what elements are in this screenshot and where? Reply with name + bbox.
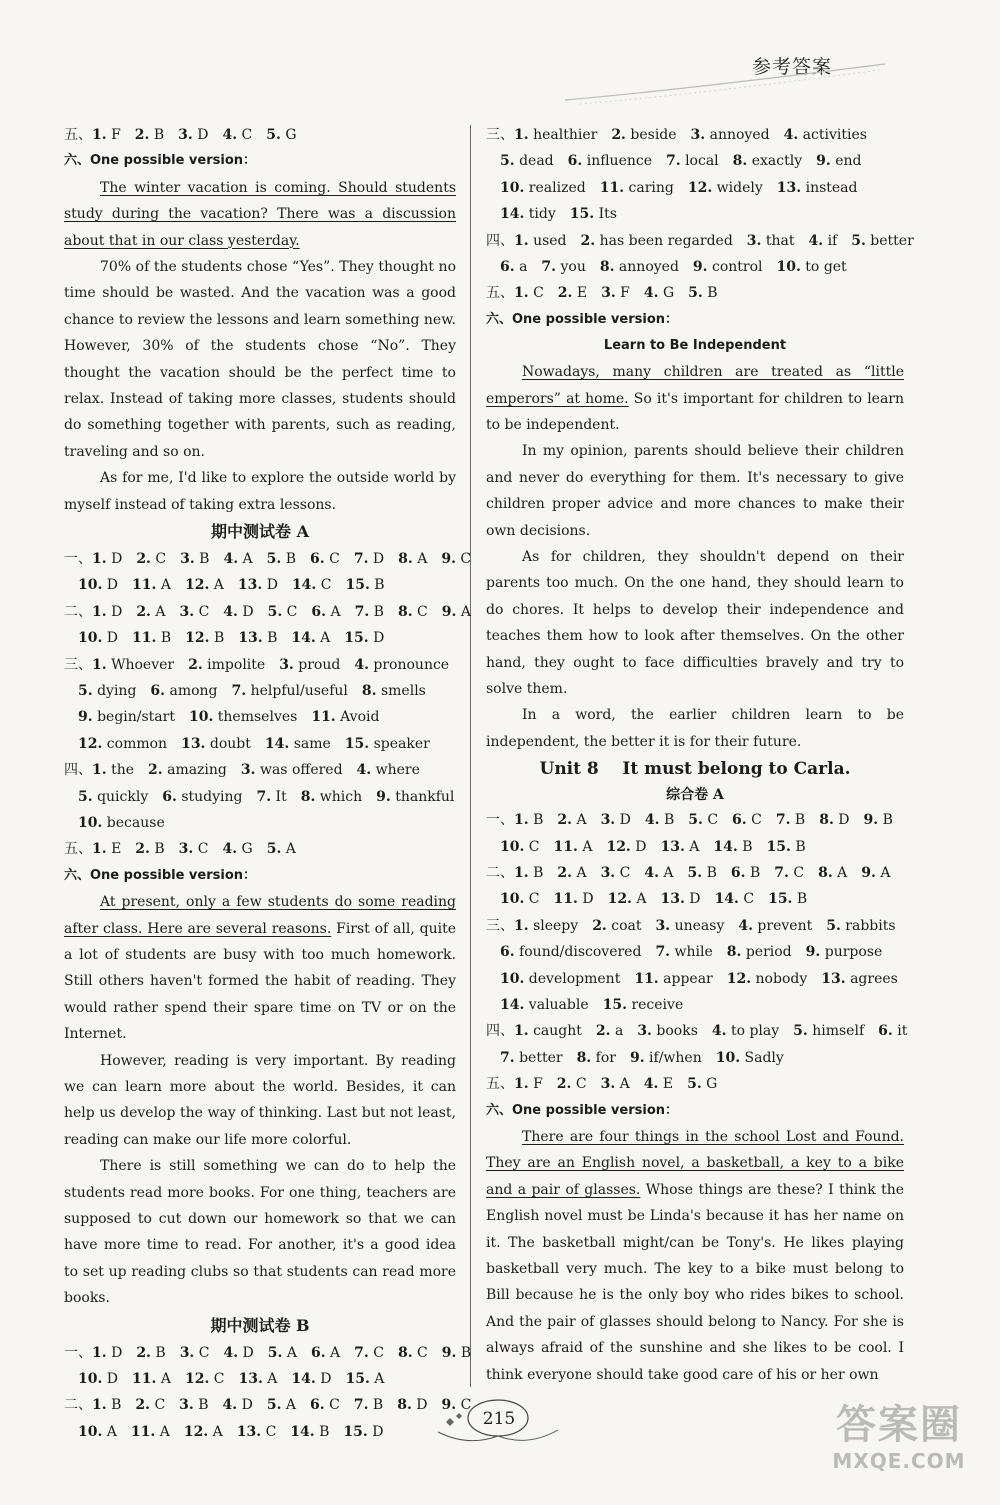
answer-item: 13. A bbox=[660, 838, 700, 855]
answer-row-label: 一、 bbox=[486, 812, 514, 829]
answer-row bbox=[64, 625, 456, 651]
answer-item: 1. C bbox=[514, 285, 544, 302]
answer-row bbox=[486, 1018, 908, 1044]
answer-item: 15. B bbox=[766, 838, 806, 855]
answer-row bbox=[64, 1392, 472, 1418]
answer-row-label: 三、 bbox=[486, 127, 514, 143]
answer-item: 4. D bbox=[222, 1397, 253, 1414]
answer-item: 12. D bbox=[606, 838, 647, 855]
answer-item: 4. E bbox=[643, 1076, 674, 1093]
left-column bbox=[64, 122, 472, 1445]
answer-row bbox=[486, 228, 914, 254]
answer-row-label: 三、 bbox=[64, 656, 92, 673]
answer-item: 13. D bbox=[660, 891, 701, 908]
answer-row bbox=[486, 886, 904, 912]
answer-item: 5. A bbox=[266, 841, 296, 858]
answer-item: 12. B bbox=[185, 630, 225, 647]
right-column bbox=[486, 122, 914, 1388]
answer-item: 3. F bbox=[601, 285, 630, 302]
answer-item: 3. that bbox=[746, 232, 795, 249]
answer-item: 14. C bbox=[291, 577, 332, 594]
answer-row bbox=[64, 546, 472, 572]
answer-item: 2. amazing bbox=[148, 762, 227, 779]
essay-paragraph: The winter vacation is coming. Should students study during the vacation? There was a discussion about that in our class yesterday. bbox=[64, 179, 456, 249]
answer-item: 13. agrees bbox=[821, 970, 898, 987]
answer-item: 5. quickly bbox=[78, 788, 149, 805]
answer-item: 4. D bbox=[223, 1344, 254, 1361]
answer-row bbox=[64, 1340, 472, 1366]
answer-item: 3. D bbox=[178, 127, 209, 143]
answer-item: 13. D bbox=[237, 577, 278, 594]
answer-item: 14. B bbox=[290, 1423, 330, 1440]
answer-item: 11. B bbox=[132, 630, 172, 647]
answer-item: 4. G bbox=[222, 841, 253, 858]
answer-item: 1. B bbox=[92, 1397, 122, 1414]
answer-item: 5. B bbox=[688, 285, 718, 302]
answer-item: 11. A bbox=[132, 577, 171, 594]
answer-row bbox=[64, 1419, 456, 1445]
answer-item: 9. C bbox=[441, 1397, 472, 1414]
answer-row-label: 五、 bbox=[64, 841, 92, 858]
answer-row bbox=[486, 1045, 904, 1071]
answer-item: 6. a bbox=[500, 258, 528, 275]
answer-row-label: 五、 bbox=[486, 1076, 514, 1093]
answer-row bbox=[64, 572, 456, 598]
answer-item: 10. because bbox=[78, 814, 165, 831]
answer-item: 1. F bbox=[92, 127, 121, 143]
answer-item: 3. C bbox=[600, 865, 631, 881]
answer-item: 6. it bbox=[878, 1023, 908, 1040]
answer-row bbox=[486, 860, 904, 886]
answer-item: 2. B bbox=[136, 1344, 166, 1361]
answer-row bbox=[64, 757, 456, 783]
essay-heading: 六、One possible version： bbox=[486, 311, 679, 327]
answer-item: 13. C bbox=[236, 1423, 277, 1440]
answer-item: 11. A bbox=[132, 1371, 171, 1388]
answer-row bbox=[486, 201, 904, 227]
answer-item: 4. if bbox=[808, 232, 838, 249]
answer-item: 14. D bbox=[291, 1371, 332, 1388]
answer-item: 1. healthier bbox=[514, 127, 598, 143]
answer-item: 3. D bbox=[600, 812, 631, 829]
answer-item: 8. C bbox=[397, 603, 428, 620]
answer-item: 3. books bbox=[637, 1023, 698, 1040]
answer-item: 9. A bbox=[861, 865, 891, 881]
answer-row-label: 二、 bbox=[486, 865, 514, 881]
answer-item: 11. appear bbox=[634, 970, 713, 987]
unit-title: Unit 8 It must belong to Carla. bbox=[539, 759, 851, 780]
answer-item: 9. end bbox=[816, 153, 862, 170]
essay-title: Learn to Be Independent bbox=[603, 338, 787, 354]
answer-item: 15. speaker bbox=[344, 735, 430, 752]
answer-item: 2. B bbox=[135, 841, 165, 858]
answer-item: 10. development bbox=[500, 970, 621, 987]
answer-item: 11. D bbox=[553, 891, 594, 908]
answer-item: 2. B bbox=[134, 127, 165, 143]
answer-item: 4. C bbox=[222, 127, 253, 143]
answer-item: 4. activities bbox=[783, 127, 867, 143]
answer-item: 1. the bbox=[92, 762, 135, 779]
answer-item: 2. C bbox=[556, 1076, 587, 1093]
answer-item: 2. beside bbox=[611, 127, 677, 143]
answer-item: 5. better bbox=[851, 232, 914, 249]
answer-item: 1. B bbox=[514, 812, 544, 829]
answer-item: 14. C bbox=[714, 891, 755, 908]
answer-item: 6. C bbox=[310, 1397, 340, 1414]
answer-item: 5. C bbox=[267, 603, 298, 620]
answer-item: 8. annoyed bbox=[599, 258, 679, 275]
answer-row-label: 四、 bbox=[486, 232, 514, 249]
answer-item: 3. C bbox=[179, 1344, 210, 1361]
answer-item: 14. same bbox=[264, 735, 331, 752]
answer-row bbox=[486, 939, 904, 965]
answer-item: 1. D bbox=[92, 1344, 123, 1361]
answer-item: 12. A bbox=[183, 1423, 223, 1440]
answer-item: 10. A bbox=[78, 1423, 117, 1440]
answer-item: 6. studying bbox=[162, 788, 243, 805]
answer-item: 15. B bbox=[345, 577, 385, 594]
answer-item: 12. A bbox=[184, 577, 224, 594]
answer-item: 5. A bbox=[266, 1397, 297, 1414]
essay-paragraph: In my opinion, parents should believe their children and never do everything for them. It's necessary to give children proper advice and more chances to make their own decisions. bbox=[486, 443, 904, 539]
answer-row bbox=[486, 807, 904, 833]
answer-item: 10. Sadly bbox=[715, 1049, 784, 1066]
answer-row bbox=[486, 992, 904, 1018]
answer-item: 7. B bbox=[775, 812, 806, 829]
answer-item: 8. which bbox=[300, 788, 363, 805]
page-number: 215 bbox=[482, 1409, 516, 1429]
essay-paragraph: As for children, they shouldn't depend on their parents too much. On the one hand, they should learn to do chores. It helps to develop their independence and teaches them how to look after themselves. On the other hand, they ought to face difficulties bravely and try to solve them. bbox=[486, 548, 904, 697]
answer-item: 6. A bbox=[311, 603, 341, 620]
answer-item: 6. C bbox=[310, 551, 340, 568]
answer-item: 1. D bbox=[92, 603, 123, 620]
answer-item: 4. A bbox=[644, 865, 674, 881]
answer-item: 15. Its bbox=[569, 206, 617, 223]
essay-paragraph: As for me, I'd like to explore the outside world by myself instead of taking extra lessons. bbox=[64, 470, 456, 513]
answer-item: 2. A bbox=[136, 603, 166, 620]
answer-item: 8. smells bbox=[361, 683, 426, 700]
answer-row-label: 四、 bbox=[64, 762, 92, 779]
column-divider bbox=[470, 125, 471, 1387]
essay-paragraph: Nowadays, many children are treated as “little emperors” at home. So it's important for children to learn to be independent. bbox=[486, 364, 905, 433]
essay-heading: 六、One possible version： bbox=[486, 1102, 679, 1118]
answer-row bbox=[486, 913, 904, 939]
answer-row bbox=[486, 280, 904, 306]
answer-item: 7. local bbox=[666, 153, 719, 170]
answer-item: 8. exactly bbox=[732, 153, 803, 170]
answer-item: 2. has been regarded bbox=[580, 232, 733, 249]
answer-item: 4. B bbox=[644, 812, 675, 829]
answer-item: 2. C bbox=[135, 1397, 166, 1414]
answer-item: 13. doubt bbox=[181, 735, 251, 752]
answer-item: 5. G bbox=[687, 1076, 718, 1093]
answer-item: 5. B bbox=[687, 865, 717, 881]
answer-item: 4. pronounce bbox=[354, 656, 450, 673]
answer-item: 11. Avoid bbox=[311, 709, 380, 726]
answer-item: 3. proud bbox=[279, 656, 341, 673]
answer-item: 7. helpful/useful bbox=[231, 683, 348, 700]
answer-item: 1. E bbox=[92, 841, 122, 858]
answer-row bbox=[64, 678, 456, 704]
answer-item: 8. A bbox=[398, 551, 428, 568]
answer-item: 10. C bbox=[500, 838, 540, 855]
essay-paragraph: There are four things in the school Lost and Found. They are an English novel, a basketball, a key to a bike and a pair of glasses. Whose things are these? I think the English novel must be Linda's because it has her name on it. The basketball might/can be Tony's. He likes playing basketball very much. The key to a bike must belong to Bill because he is the only boy who rides bikes to school. And the pair of glasses should belong to Nancy. For she is always afraid of the sunshine and she likes to be cool. I think everyone should take good care of his or her own bbox=[486, 1128, 904, 1383]
answer-row-label: 五、 bbox=[486, 285, 514, 302]
answer-item: 13. A bbox=[238, 1371, 278, 1388]
answer-item: 3. B bbox=[179, 1397, 209, 1414]
essay-paragraph: There is still something we can do to help the students read more books. For one thing, teachers are supposed to cut down our homework so that we can have more time to read. For another, it's a good idea to set up reading clubs so that students can read more books. bbox=[64, 1158, 456, 1307]
answer-item: 12. common bbox=[78, 735, 168, 752]
answer-item: 7. D bbox=[353, 551, 385, 568]
answer-item: 1. B bbox=[514, 865, 544, 881]
answer-row-label: 一、 bbox=[64, 551, 92, 568]
answer-item: 7. you bbox=[541, 258, 586, 275]
answer-row bbox=[486, 122, 904, 148]
answer-row bbox=[486, 175, 904, 201]
answer-item: 14. tidy bbox=[500, 206, 556, 223]
answer-item: 10. D bbox=[78, 630, 119, 647]
answer-item: 15. A bbox=[345, 1371, 385, 1388]
answer-item: 9. control bbox=[692, 258, 763, 275]
answer-item: 15. receive bbox=[602, 996, 684, 1013]
answer-item: 2. E bbox=[557, 285, 588, 302]
answer-item: 5. rabbits bbox=[826, 917, 896, 934]
answer-item: 5. G bbox=[266, 127, 297, 143]
answer-item: 10. to get bbox=[776, 258, 847, 275]
answer-item: 1. used bbox=[514, 232, 567, 249]
answer-item: 9. B bbox=[863, 812, 893, 829]
answer-item: 9. thankful bbox=[376, 788, 455, 805]
answer-item: 5. dead bbox=[500, 153, 554, 170]
answer-item: 3. C bbox=[179, 603, 210, 620]
essay-heading: 六、One possible version： bbox=[64, 867, 257, 883]
site-watermark bbox=[810, 1401, 988, 1491]
answer-row bbox=[486, 966, 904, 992]
answer-item: 12. widely bbox=[687, 179, 763, 196]
answer-item: 1. caught bbox=[514, 1023, 582, 1040]
answer-item: 8. C bbox=[397, 1344, 428, 1361]
answer-item: 15. D bbox=[344, 630, 385, 647]
answer-item: 2. C bbox=[136, 551, 167, 568]
answer-item: 14. B bbox=[713, 838, 753, 855]
answer-row bbox=[64, 652, 456, 678]
answer-item: 7. C bbox=[354, 1344, 384, 1361]
answer-item: 7. B bbox=[354, 603, 384, 620]
answer-item: 4. A bbox=[223, 551, 253, 568]
answer-item: 9. if/when bbox=[629, 1049, 702, 1066]
answer-item: 2. A bbox=[557, 865, 587, 881]
answer-item: 1. F bbox=[514, 1076, 543, 1093]
answer-row bbox=[64, 599, 471, 625]
answer-row bbox=[486, 1071, 904, 1097]
answer-item: 12. nobody bbox=[726, 970, 808, 987]
answer-item: 6. A bbox=[310, 1344, 341, 1361]
answer-item: 13. B bbox=[238, 630, 278, 647]
answer-row-label: 四、 bbox=[486, 1023, 514, 1040]
answer-item: 11. A bbox=[130, 1423, 170, 1440]
answer-item: 7. It bbox=[256, 788, 287, 805]
essay-paragraph: At present, only a few students do some reading after class. Here are several reasons. First of all, quite a lot of students are busy with too much homework. Still others haven't formed the habit of reading. They would rather spend their spare time on TV or on the Internet. bbox=[64, 894, 457, 1043]
answer-item: 11. A bbox=[553, 838, 593, 855]
answer-item: 3. B bbox=[180, 551, 210, 568]
answer-item: 2. coat bbox=[592, 917, 642, 934]
answer-item: 7. C bbox=[774, 865, 805, 881]
answer-item: 3. was offered bbox=[240, 762, 343, 779]
answer-item: 10. C bbox=[500, 891, 540, 908]
answer-item: 6. found/discovered bbox=[500, 944, 642, 961]
answer-item: 10. themselves bbox=[188, 709, 298, 726]
answer-row bbox=[486, 834, 904, 860]
answer-item: 1. sleepy bbox=[514, 917, 579, 934]
essay-paragraph: 70% of the students chose “Yes”. They thought no time should be wasted. And the vacation was a good chance to review the lessons and learn something new. However, 30% of the students chose “No”. They thought the vacation should be the perfect time to relax. Instead of taking more classes, students should do something together with parents, such as reading, traveling and so on. bbox=[64, 259, 456, 460]
answer-row bbox=[64, 731, 456, 757]
answer-item: 7. B bbox=[353, 1397, 384, 1414]
answer-item: 9. C bbox=[441, 551, 472, 568]
answer-item: 6. C bbox=[732, 812, 762, 829]
section-title: 期中测试卷 B bbox=[210, 1315, 310, 1335]
answer-item: 3. C bbox=[178, 841, 209, 858]
answer-item: 2. a bbox=[595, 1023, 624, 1040]
answer-row-label: 三、 bbox=[486, 917, 514, 934]
answer-item: 10. D bbox=[78, 577, 119, 594]
answer-item: 3. A bbox=[600, 1076, 630, 1093]
answer-row bbox=[64, 810, 456, 836]
answer-item: 8. period bbox=[726, 944, 792, 961]
answer-row bbox=[64, 1366, 456, 1392]
page-header-title: 参考答案 bbox=[751, 56, 832, 78]
answer-item: 9. begin/start bbox=[78, 709, 175, 726]
answer-item: 9. B bbox=[441, 1344, 472, 1361]
essay-paragraph: In a word, the earlier children learn to be independent, the better it is for their future. bbox=[486, 707, 904, 750]
answer-item: 12. C bbox=[184, 1371, 225, 1388]
answer-row-label: 五、 bbox=[64, 127, 92, 143]
answer-item: 10. realized bbox=[500, 179, 586, 196]
answer-item: 5. A bbox=[267, 1344, 297, 1361]
answer-item: 8. D bbox=[819, 812, 850, 829]
answer-item: 2. A bbox=[557, 812, 587, 829]
answer-row-label: 二、 bbox=[64, 1397, 92, 1414]
answer-item: 2. impolite bbox=[188, 656, 266, 673]
answer-item: 9. purpose bbox=[805, 944, 883, 961]
answer-item: 10. D bbox=[78, 1371, 119, 1388]
answer-item: 14. valuable bbox=[500, 996, 589, 1013]
answer-item: 6. among bbox=[150, 683, 218, 700]
answer-item: 8. D bbox=[397, 1397, 428, 1414]
answer-item: 8. for bbox=[576, 1049, 616, 1066]
answer-row bbox=[64, 836, 456, 862]
answer-item: 12. A bbox=[607, 891, 647, 908]
answer-item: 6. influence bbox=[567, 153, 652, 170]
answer-item: 4. to play bbox=[711, 1023, 780, 1040]
answer-item: 1. D bbox=[92, 551, 123, 568]
answer-row bbox=[486, 148, 904, 174]
answer-item: 5. himself bbox=[793, 1023, 865, 1040]
answer-row bbox=[64, 784, 456, 810]
answer-item: 11. caring bbox=[599, 179, 674, 196]
answer-item: 7. better bbox=[500, 1049, 563, 1066]
essay-heading: 六、One possible version： bbox=[64, 153, 257, 169]
answer-item: 4. D bbox=[223, 603, 254, 620]
answer-item: 4. prevent bbox=[738, 917, 813, 934]
answer-item: 9. A bbox=[441, 603, 471, 620]
answer-item: 14. A bbox=[291, 630, 331, 647]
section-subtitle: 综合卷 A bbox=[666, 787, 724, 804]
answer-item: 13. instead bbox=[776, 179, 858, 196]
answer-item: 15. D bbox=[343, 1423, 384, 1440]
section-title: 期中测试卷 A bbox=[211, 522, 309, 542]
essay-paragraph: However, reading is very important. By reading we can learn more about the world. Besides, it can help us develop the way of thinking. Last but not least, reading can make our life more colorful. bbox=[64, 1052, 456, 1148]
answer-row-label: 一、 bbox=[64, 1344, 92, 1361]
answer-item: 6. B bbox=[730, 865, 761, 881]
answer-item: 5. B bbox=[266, 551, 297, 568]
answer-item: 7. while bbox=[655, 944, 713, 961]
answer-row bbox=[486, 254, 904, 280]
answer-item: 4. G bbox=[643, 285, 675, 302]
header-swoosh-decoration bbox=[560, 60, 890, 110]
watermark-url: MXQE.COM bbox=[832, 1449, 966, 1473]
watermark-logo: 答案圈 bbox=[836, 1402, 962, 1448]
answer-item: 4. where bbox=[356, 762, 420, 779]
answer-item: 3. annoyed bbox=[690, 127, 770, 143]
answer-item: 8. A bbox=[818, 865, 848, 881]
answer-item: 5. dying bbox=[78, 683, 137, 700]
answer-item: 5. C bbox=[688, 812, 719, 829]
answer-row-label: 二、 bbox=[64, 603, 92, 620]
answer-item: 15. B bbox=[768, 891, 808, 908]
answer-row bbox=[64, 704, 456, 730]
answer-item: 1. Whoever bbox=[92, 656, 175, 673]
answer-item: 3. uneasy bbox=[655, 917, 725, 934]
answer-row bbox=[64, 122, 456, 148]
